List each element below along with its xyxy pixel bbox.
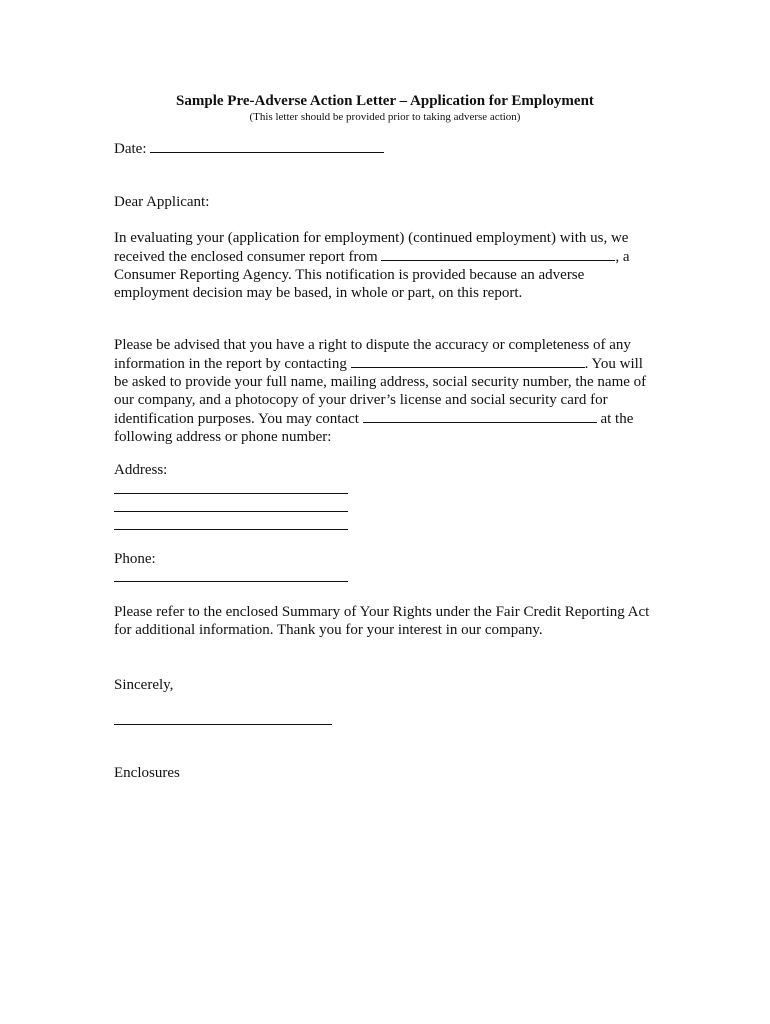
company-contact-blank[interactable] (363, 409, 597, 423)
paragraph-2-line-1: Please be advised that you have a right to dispute the accuracy or completeness of any (114, 337, 631, 353)
paragraph-1-line-1: In evaluating your (application for employment) (continued employment) with us, we (114, 230, 629, 246)
enclosures: Enclosures (114, 765, 180, 781)
signature-line[interactable] (114, 724, 332, 725)
letter-title: Sample Pre-Adverse Action Letter – Application for Employment (176, 93, 594, 109)
paragraph-3 (114, 603, 674, 639)
paragraph-2-line-5-text: identification purposes. You may contact (114, 411, 359, 427)
address-line-1[interactable] (114, 493, 348, 494)
closing: Sincerely, (114, 677, 174, 693)
paragraph-2-line-2 (114, 354, 674, 373)
paragraph-1-line-2 (114, 247, 674, 266)
letter-subtitle: (This letter should be provided prior to taking adverse action) (249, 111, 521, 123)
paragraph-2-line-6: following address or phone number: (114, 429, 332, 445)
paragraph-2-line-4: our company, and a photocopy of your driver’s license and social security card for (114, 392, 608, 408)
date-label: Date: (114, 141, 147, 157)
paragraph-2-line-3: be asked to provide your full name, mailing address, social security number, the name of (114, 374, 647, 390)
address-line-2[interactable] (114, 511, 348, 512)
date-blank[interactable] (150, 139, 384, 153)
paragraph-2-line-2-text: information in the report by contacting (114, 356, 347, 372)
salutation: Dear Applicant: (114, 194, 210, 210)
dispute-contact-blank[interactable] (351, 354, 585, 368)
paragraph-2-line-5-tail: at the (600, 411, 634, 427)
phone-label: Phone: (114, 551, 156, 567)
consumer-agency-blank[interactable] (381, 247, 615, 261)
address-line-3[interactable] (114, 529, 348, 530)
paragraph-1-line-3: Consumer Reporting Agency. This notification is provided because an adverse (114, 267, 585, 283)
paragraph-1-line-2-tail: , a (615, 249, 630, 265)
date-row (114, 139, 674, 158)
paragraph-2-line-5 (114, 409, 674, 428)
paragraph-1-line-2-text: received the enclosed consumer report from (114, 249, 378, 265)
address-label: Address: (114, 462, 168, 478)
paragraph-1-line-4: employment decision may be based, in whole or part, on this report. (114, 285, 523, 301)
paragraph-1 (114, 229, 674, 302)
paragraph-2 (114, 336, 674, 446)
paragraph-2-line-2-tail: . You will (584, 356, 643, 372)
paragraph-3-line-2: for additional information. Thank you for your interest in our company. (114, 622, 543, 638)
paragraph-3-line-1: Please refer to the enclosed Summary of Your Rights under the Fair Credit Reporting Act (114, 604, 650, 620)
phone-line[interactable] (114, 581, 348, 582)
